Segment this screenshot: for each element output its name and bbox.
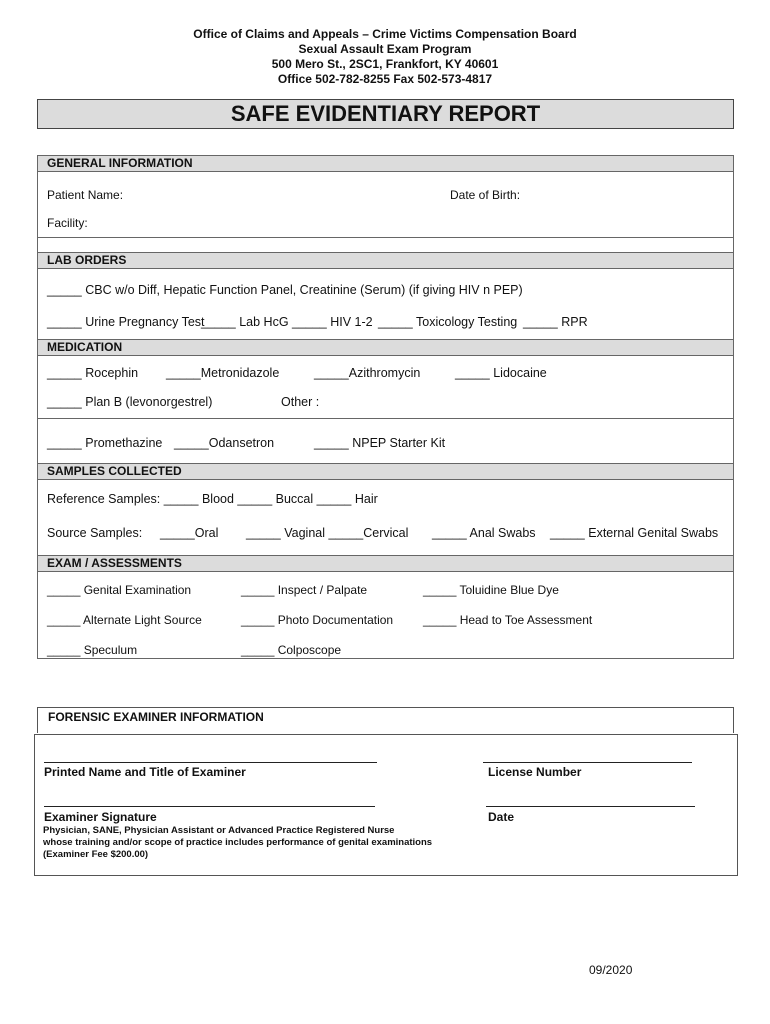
examiner-box bbox=[34, 734, 738, 876]
med-promethazine-item[interactable]: _____ Promethazine bbox=[47, 436, 163, 450]
exam-photo-item[interactable]: _____ Photo Documentation bbox=[241, 613, 394, 627]
printed-name-label: Printed Name and Title of Examiner bbox=[44, 765, 246, 779]
lab-toxicology-item[interactable]: _____ Toxicology Testing bbox=[378, 315, 518, 329]
report-title: SAFE EVIDENTIARY REPORT bbox=[37, 99, 734, 129]
samples-source-row bbox=[38, 512, 733, 555]
note-line-1: Physician, SANE, Physician Assistant or Advanced Practice Registered Nurse bbox=[43, 825, 395, 836]
exam-colposcope-item[interactable]: _____ Colposcope bbox=[241, 643, 342, 657]
lab-rpr-item[interactable]: _____ RPR bbox=[523, 315, 588, 329]
note-line-2: whose training and/or scope of practice includes performance of genital examinations bbox=[43, 837, 433, 848]
exam-inspect-item[interactable]: _____ Inspect / Palpate bbox=[241, 583, 368, 597]
exam-row-2 bbox=[38, 602, 733, 632]
header-line-1: Office of Claims and Appeals – Crime Victims Compensation Board bbox=[193, 27, 577, 41]
lab-row-2 bbox=[38, 301, 733, 339]
samples-reference-row bbox=[38, 480, 733, 512]
examiner-qualification-note bbox=[43, 825, 432, 861]
general-info-heading: GENERAL INFORMATION bbox=[38, 156, 733, 172]
patient-row bbox=[38, 172, 733, 201]
revision-date: 09/2020 bbox=[589, 963, 633, 977]
source-samples-label: Source Samples: bbox=[47, 526, 143, 540]
header-line-3: 500 Mero St., 2SC1, Frankfort, KY 40601 bbox=[271, 57, 499, 71]
lab-cbc-item[interactable]: _____ CBC w/o Diff, Hepatic Function Panel, Creatinine (Serum) (if giving HIV n PEP) bbox=[47, 283, 523, 297]
med-plan-b-item[interactable]: _____ Plan B (levonorgestrel) bbox=[47, 395, 213, 409]
med-lidocaine-item[interactable]: _____ Lidocaine bbox=[455, 366, 547, 380]
date-label: Date bbox=[488, 810, 515, 824]
med-npep-item[interactable]: _____ NPEP Starter Kit bbox=[314, 436, 446, 450]
license-line[interactable] bbox=[483, 762, 692, 763]
source-oral-item[interactable]: _____Oral bbox=[160, 526, 219, 540]
med-azithromycin-item[interactable]: _____Azithromycin bbox=[314, 366, 421, 380]
lab-hcg-item[interactable]: _____ Lab HcG bbox=[201, 315, 289, 329]
exam-row-3 bbox=[38, 632, 733, 658]
header-line-4: Office 502-782-8255 Fax 502-573-4817 bbox=[277, 72, 493, 86]
examiner-heading: FORENSIC EXAMINER INFORMATION bbox=[37, 707, 734, 733]
medication-row-3 bbox=[38, 419, 733, 463]
facility-row bbox=[38, 201, 733, 237]
medication-row-2 bbox=[38, 385, 733, 419]
exam-heading: EXAM / ASSESSMENTS bbox=[38, 555, 733, 572]
reference-samples-item[interactable]: Reference Samples: _____ Blood _____ Buccal _____ Hair bbox=[47, 492, 378, 506]
lab-row-1 bbox=[38, 269, 733, 301]
dob-field[interactable]: Date of Birth: bbox=[450, 188, 521, 202]
signature-label: Examiner Signature bbox=[44, 810, 157, 824]
med-metronidazole-item[interactable]: _____Metronidazole bbox=[166, 366, 280, 380]
facility-field[interactable]: Facility: bbox=[47, 216, 88, 230]
med-rocephin-item[interactable]: _____ Rocephin bbox=[47, 366, 139, 380]
source-vaginal-cervical-item[interactable]: _____ Vaginal _____Cervical bbox=[246, 526, 409, 540]
samples-heading: SAMPLES COLLECTED bbox=[38, 463, 733, 480]
report-form bbox=[37, 155, 734, 659]
note-line-3: (Examiner Fee $200.00) bbox=[43, 849, 149, 860]
signature-line[interactable] bbox=[44, 806, 375, 807]
medication-row-1 bbox=[38, 356, 733, 385]
lab-orders-heading: LAB ORDERS bbox=[38, 252, 733, 269]
header-line-2: Sexual Assault Exam Program bbox=[298, 42, 472, 56]
exam-speculum-item[interactable]: _____ Speculum bbox=[47, 643, 138, 657]
lab-hiv-item[interactable]: _____ HIV 1-2 bbox=[292, 315, 373, 329]
exam-genital-item[interactable]: _____ Genital Examination bbox=[47, 583, 192, 597]
exam-toluidine-item[interactable]: _____ Toluidine Blue Dye bbox=[423, 583, 559, 597]
printed-name-line[interactable] bbox=[44, 762, 377, 763]
exam-alt-light-item[interactable]: _____ Alternate Light Source bbox=[47, 613, 202, 627]
exam-head-to-toe-item[interactable]: _____ Head to Toe Assessment bbox=[423, 613, 593, 627]
office-header bbox=[0, 27, 770, 87]
medication-heading: MEDICATION bbox=[38, 339, 733, 356]
lab-urine-pregnancy-item[interactable]: _____ Urine Pregnancy Test bbox=[47, 315, 205, 329]
date-line[interactable] bbox=[486, 806, 695, 807]
patient-name-field[interactable]: Patient Name: bbox=[47, 188, 124, 202]
med-other-field[interactable]: Other : bbox=[281, 395, 320, 409]
divider bbox=[38, 237, 733, 252]
med-odansetron-item[interactable]: _____Odansetron bbox=[174, 436, 275, 450]
source-external-genital-item[interactable]: _____ External Genital Swabs bbox=[550, 526, 719, 540]
source-anal-swabs-item[interactable]: _____ Anal Swabs bbox=[432, 526, 536, 540]
license-label: License Number bbox=[488, 765, 582, 779]
exam-row-1 bbox=[38, 572, 733, 602]
